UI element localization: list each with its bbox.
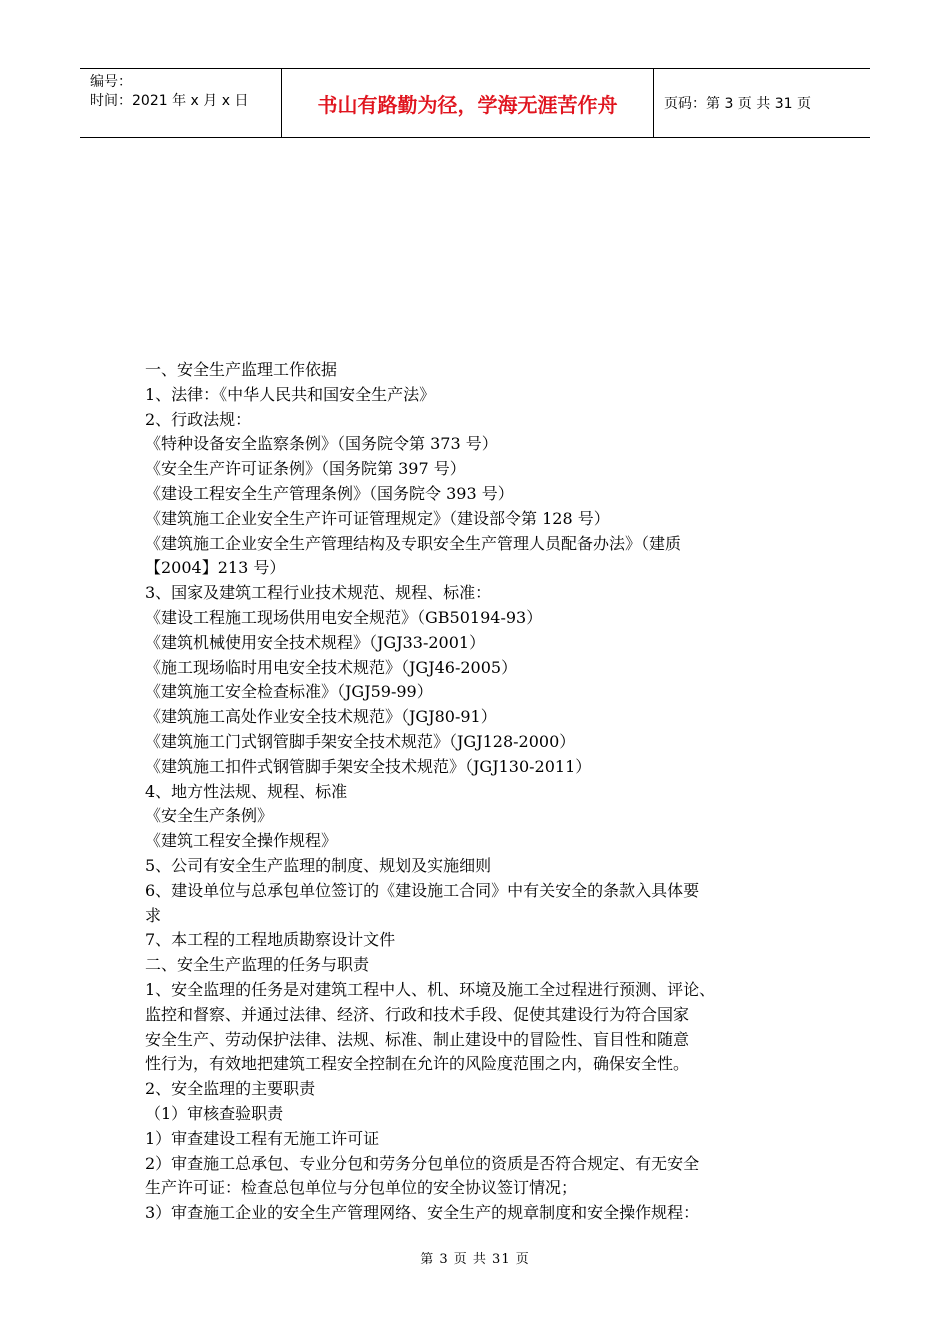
body-line: 3）审查施工企业的安全生产管理网络、安全生产的规章制度和安全操作规程：	[145, 1203, 700, 1223]
body-line: 求	[145, 905, 162, 925]
body-line: 《建筑施工扣件式钢管脚手架安全技术规范》（JGJ130-2011）	[145, 756, 592, 776]
body-line: 《建筑施工高处作业安全技术规范》（JGJ80-91）	[145, 707, 497, 727]
header-meta-cell	[80, 69, 282, 137]
document-body	[145, 358, 830, 1226]
body-line: 2）审查施工总承包、专业分包和劳务分包单位的资质是否符合规定、有无安全	[145, 1153, 700, 1173]
body-line: 5、公司有安全生产监理的制度、规划及实施细则	[145, 855, 492, 875]
body-line: 《建筑施工企业安全生产许可证管理规定》（建设部令第 128 号）	[145, 508, 610, 528]
body-line: 监控和督察、并通过法律、经济、行政和技术手段、促使其建设行为符合国家	[145, 1004, 690, 1024]
body-line: 《安全生产条例》	[145, 806, 274, 826]
body-line: 《建设工程施工现场供用电安全规范》（GB50194-93）	[145, 607, 543, 627]
body-line: 1、安全监理的任务是对建筑工程中人、机、环境及施工全过程进行预测、评论、	[145, 979, 716, 999]
body-line: 安全生产、劳动保护法律、法规、标准、制止建设中的冒险性、盲目性和随意	[145, 1029, 690, 1049]
body-line: 【2004】213 号）	[145, 558, 286, 578]
header-page-info: 页码：第 3 页 共 31 页	[664, 96, 811, 112]
body-line: 《建筑机械使用安全技术规程》（JGJ33-2001）	[145, 632, 486, 652]
header-motto: 书山有路勤为径，学海无涯苦作舟	[317, 92, 618, 117]
body-line: 《建筑施工门式钢管脚手架安全技术规范》（JGJ128-2000）	[145, 731, 576, 751]
body-line: 7、本工程的工程地质勘察设计文件	[145, 930, 396, 950]
body-line: 《特种设备安全监察条例》（国务院令第 373 号）	[145, 434, 498, 454]
header-motto-cell	[282, 69, 654, 137]
body-line: 《安全生产许可证条例》（国务院第 397 号）	[145, 459, 466, 479]
body-line: 二、安全生产监理的任务与职责	[145, 955, 370, 975]
body-line: 《建筑工程安全操作规程》	[145, 831, 338, 851]
body-line: 《建设工程安全生产管理条例》（国务院令 393 号）	[145, 483, 514, 503]
page-footer	[0, 1248, 950, 1267]
header-table	[80, 68, 870, 138]
body-line: 6、建设单位与总承包单位签订的《建设施工合同》中有关安全的条款入具体要	[145, 880, 700, 900]
header-page-cell	[654, 69, 870, 137]
body-line: 性行为，有效地把建筑工程安全控制在允许的风险度范围之内，确保安全性。	[145, 1054, 690, 1074]
body-line: 《建筑施工安全检查标准》（JGJ59-99）	[145, 682, 433, 702]
body-line: 生产许可证：检查总包单位与分包单位的安全协议签订情况；	[145, 1178, 578, 1198]
body-line: （1）审核查验职责	[145, 1103, 284, 1123]
footer-page-number: 第 3 页 共 31 页	[420, 1252, 530, 1267]
body-line: 《建筑施工企业安全生产管理结构及专职安全生产管理人员配备办法》（建质	[145, 533, 682, 553]
body-line: 4、地方性法规、规程、标准	[145, 781, 348, 801]
body-line: 1）审查建设工程有无施工许可证	[145, 1128, 380, 1148]
document-number-label: 编号：	[90, 74, 132, 90]
body-line: 一、安全生产监理工作依据	[145, 360, 338, 379]
document-date: 时间：2021 年 x 月 x 日	[90, 93, 249, 109]
body-line: 《施工现场临时用电安全技术规范》（JGJ46-2005）	[145, 657, 518, 677]
body-line: 2、行政法规：	[145, 409, 252, 429]
body-line: 1、法律：《中华人民共和国安全生产法》	[145, 384, 436, 404]
body-line: 3、国家及建筑工程行业技术规范、规程、标准：	[145, 583, 492, 603]
body-line: 2、安全监理的主要职责	[145, 1079, 316, 1099]
